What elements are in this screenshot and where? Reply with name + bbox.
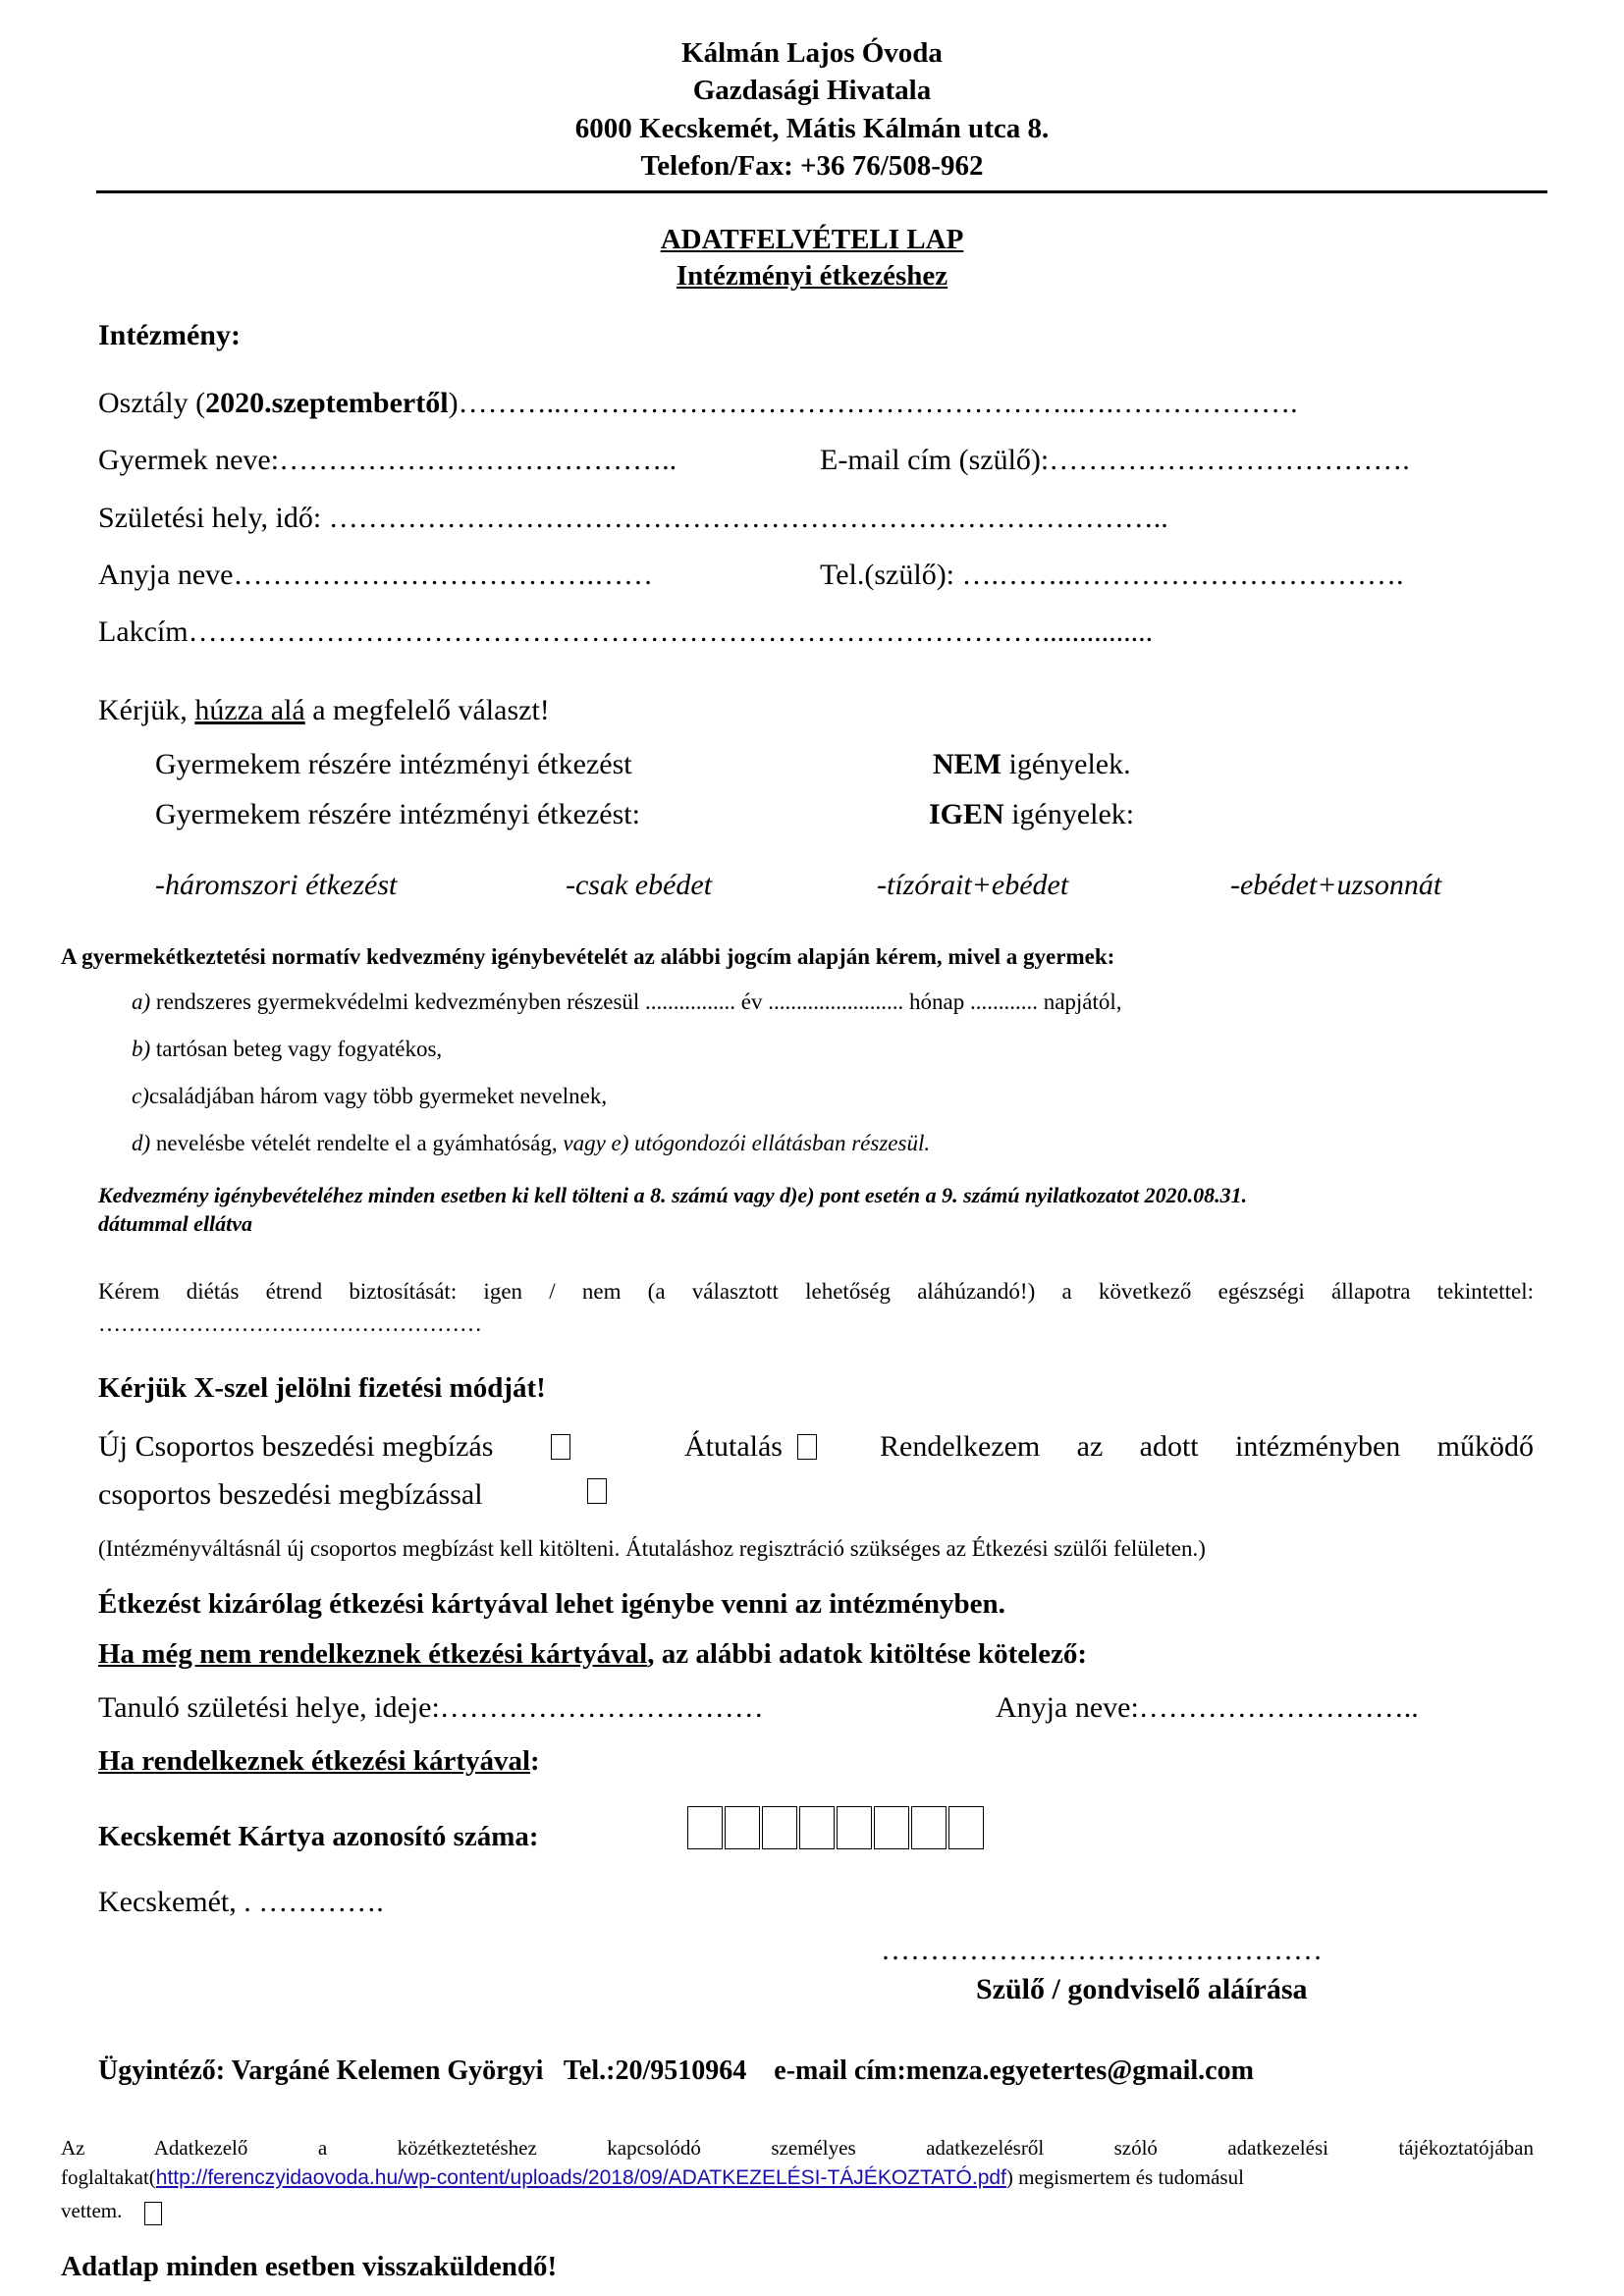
normative-note-line-1: Kedvezmény igénybevételéhez minden esetben ki kell tölteni a 8. számú vagy d)e) pont esetén a 9. számú nyilatkozatot 2020.08.31. — [98, 1183, 1248, 1207]
no-card-heading — [98, 1638, 1087, 1671]
footer-note: Adatlap minden esetben visszaküldendő! — [61, 2251, 558, 2282]
osztaly-field[interactable] — [98, 387, 1298, 420]
card-statement: Étkezést kizárólag étkezési kártyával lehet igénybe venni az intézményben. — [98, 1588, 1005, 1620]
email-field[interactable] — [820, 444, 1410, 477]
osztaly-label: Osztály ( — [98, 387, 206, 419]
privacy-line-1: Az Adatkezelő a közétkeztetéshez kapcsolódó személyes adatkezelésről szóló adatkezelési tájékoztatójában — [61, 2136, 1534, 2160]
normative-item-c[interactable] — [132, 1084, 607, 1109]
option-yes-text[interactable]: Gyermekem részére intézményi étkezést: — [155, 798, 640, 830]
normative-b-letter: b) — [132, 1037, 151, 1061]
osztaly-dots: ………..……………………………………………..….………………. — [458, 387, 1298, 419]
option-no-text[interactable]: Gyermekem részére intézményi étkezést — [155, 748, 632, 780]
form-title: ADATFELVÉTELI LAP — [660, 224, 964, 255]
instruction-pre: Kérjük, — [98, 694, 195, 726]
header-address: 6000 Kecskemét, Mátis Kálmán utca 8. — [574, 113, 1050, 144]
normative-item-b[interactable] — [132, 1037, 442, 1062]
gyermek-neve-dots: ………………………………….. — [279, 444, 677, 476]
meal-option-3[interactable]: -tízórait+ebédet — [877, 869, 1069, 901]
tanulo-dots: …………………………… — [439, 1691, 764, 1724]
normative-b-text: tartósan beteg vagy fogyatékos, — [150, 1037, 443, 1061]
instruction-text — [98, 694, 550, 727]
privacy-line-2 — [61, 2165, 1534, 2190]
tel-label: Tel.(szülő): — [820, 559, 955, 591]
lakcim-label: Lakcím — [98, 615, 189, 648]
normative-note-line-2: dátummal ellátva — [98, 1211, 253, 1236]
tanulo-label: Tanuló születési helye, ideje: — [98, 1691, 440, 1724]
normative-c-text: családjában három vagy több gyermeket nevelnek, — [148, 1084, 608, 1108]
gyermek-neve-label: Gyermek neve: — [98, 444, 280, 476]
normative-d-letter: d) — [132, 1131, 151, 1155]
header-line-2: Gazdasági Hivatala — [692, 75, 932, 106]
signature-line[interactable]: ……………………………………… — [881, 1934, 1323, 1966]
meal-option-1[interactable]: -háromszori étkezést — [155, 869, 398, 901]
diet-request-line-1: Kérem diétás étrend biztosítását: igen / nem (a választott lehetőség aláhúzandó!) a következő egészségi állapotra tekintettel: — [98, 1279, 1534, 1304]
normative-c-letter: c) — [132, 1084, 149, 1108]
card-id-box[interactable] — [874, 1806, 909, 1849]
option-no-suffix: igényelek. — [1001, 748, 1131, 780]
card-id-box[interactable] — [799, 1806, 835, 1849]
payment-option-1-checkbox[interactable] — [551, 1434, 570, 1460]
payment-option-3-checkbox[interactable] — [587, 1478, 607, 1504]
normative-d-text: nevelésbe vételét rendelte el a gyámhatóság, — [150, 1131, 564, 1155]
normative-a-text: rendszeres gyermekvédelmi kedvezményben részesül ................ év ........................ hónap ............ napjától, — [150, 989, 1122, 1014]
card-id-box[interactable] — [911, 1806, 947, 1849]
card-id-label: Kecskemét Kártya azonosító száma: — [98, 1821, 539, 1852]
payment-option-2-checkbox[interactable] — [797, 1434, 817, 1460]
meal-option-2[interactable]: -csak ebédet — [566, 869, 713, 901]
payment-option-2-label: Átutalás — [684, 1430, 783, 1463]
card-id-box[interactable] — [725, 1806, 760, 1849]
has-card-colon: : — [530, 1745, 540, 1777]
payment-note: (Intézményváltásnál új csoportos megbízást kell kitölteni. Átutaláshoz regisztráció szükséges az Étkezési szülői felületen.) — [98, 1536, 1206, 1561]
normative-a-letter: a) — [132, 989, 151, 1014]
szuletesi-label: Születési hely, idő: — [98, 502, 322, 534]
option-no-bold: NEM — [933, 748, 1001, 780]
gyermek-neve-field[interactable] — [98, 444, 677, 477]
header-phone: Telefon/Fax: +36 76/508-962 — [640, 150, 984, 182]
normative-item-a[interactable] — [132, 989, 1122, 1015]
header-line-1: Kálmán Lajos Óvoda — [681, 37, 943, 69]
tanulo-field[interactable] — [98, 1691, 764, 1725]
szuletesi-field[interactable] — [98, 502, 1168, 535]
diet-request-line-2[interactable]: …………………………………………… — [98, 1311, 482, 1336]
osztaly-close: ) — [448, 387, 459, 419]
privacy-link[interactable]: http://ferenczyidaovoda.hu/wp-content/uploads/2018/09/ADATKEZELÉSI-TÁJÉKOZTATÓ.pdf — [155, 2166, 1006, 2189]
intezmeny-label: Intézmény: — [98, 319, 241, 351]
payment-heading: Kérjük X-szel jelölni fizetési módját! — [98, 1372, 546, 1404]
header-divider — [96, 190, 1547, 193]
anya-neve-dots: ……………………………….…… — [233, 559, 653, 591]
has-card-heading — [98, 1745, 540, 1778]
payment-option-3-line-2[interactable]: csoportos beszedési megbízással — [98, 1478, 483, 1511]
lakcim-field[interactable] — [98, 615, 1153, 649]
privacy-checkbox[interactable] — [144, 2202, 162, 2225]
tel-field[interactable] — [820, 559, 1404, 592]
tel-dots: ….……..……………………………. — [954, 559, 1404, 591]
card-id-box[interactable] — [948, 1806, 984, 1849]
card-id-box[interactable] — [837, 1806, 872, 1849]
normative-item-d[interactable] — [132, 1131, 930, 1156]
has-card-underlined: Ha rendelkeznek étkezési kártyával — [98, 1745, 531, 1777]
payment-option-1-label: Új Csoportos beszedési megbízás — [98, 1430, 494, 1463]
privacy-line-3-text: vettem. — [61, 2199, 123, 2222]
no-card-underlined: Ha még nem rendelkeznek étkezési kártyával — [98, 1638, 648, 1670]
card-id-box[interactable] — [762, 1806, 797, 1849]
email-label: E-mail cím (szülő): — [820, 444, 1050, 476]
card-anya-label: Anyja neve: — [996, 1691, 1139, 1724]
form-subtitle: Intézményi étkezéshez — [676, 260, 948, 292]
payment-option-direct-debit[interactable] — [98, 1430, 493, 1464]
card-anya-field[interactable] — [996, 1691, 1419, 1725]
payment-option-3-line-1[interactable]: Rendelkezem az adott intézményben működő — [880, 1430, 1534, 1463]
email-dots: ………………………………. — [1049, 444, 1410, 476]
option-no-answer[interactable] — [933, 748, 1131, 781]
option-yes-answer[interactable] — [929, 798, 1134, 831]
payment-option-transfer[interactable] — [684, 1430, 783, 1464]
anya-neve-label: Anyja neve — [98, 559, 234, 591]
privacy-post: ) megismertem és tudomásul — [1005, 2165, 1244, 2189]
normative-heading: A gyermekétkeztetési normatív kedvezmény igénybevételét az alábbi jogcím alapján kérem, mivel a gyermek: — [61, 944, 1115, 969]
instruction-post: a megfelelő választ! — [304, 694, 550, 726]
lakcim-dots: ……………………………………………………………………………............... — [188, 615, 1154, 648]
card-anya-dots: ……………………….. — [1138, 1691, 1419, 1724]
option-yes-suffix: igényelek: — [1003, 798, 1135, 830]
no-card-rest: , az alábbi adatok kitöltése kötelező: — [647, 1638, 1088, 1670]
normative-d-italic: vagy e) utógondozói ellátásban részesül. — [563, 1131, 931, 1155]
anya-neve-field[interactable] — [98, 559, 653, 592]
signature-label: Szülő / gondviselő aláírása — [976, 1973, 1308, 2005]
meal-option-4[interactable]: -ebédet+uzsonnát — [1230, 869, 1442, 901]
option-yes-bold: IGEN — [929, 798, 1004, 830]
szuletesi-dots: ………………………………………………………………………….. — [321, 502, 1168, 534]
place-date[interactable]: Kecskemét, . …………. — [98, 1886, 384, 1918]
card-id-boxes[interactable] — [687, 1806, 986, 1849]
contact-info: Ügyintéző: Vargáné Kelemen Györgyi Tel.:20/9510964 e-mail cím:menza.egyetertes@gmail.com — [98, 2056, 1254, 2086]
privacy-pre: foglaltakat( — [61, 2165, 156, 2189]
privacy-line-3 — [61, 2199, 122, 2223]
osztaly-date: 2020.szeptembertől — [205, 387, 449, 419]
instruction-underlined: húzza alá — [194, 694, 305, 726]
card-id-box[interactable] — [687, 1806, 723, 1849]
